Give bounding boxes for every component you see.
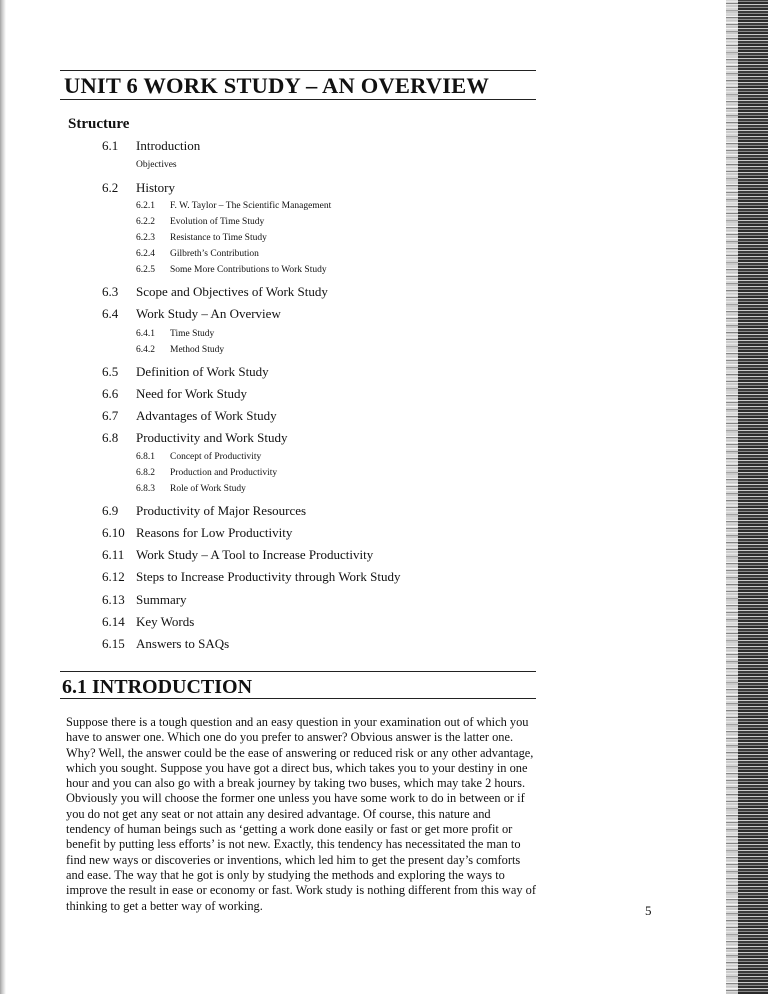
toc-item: 6.12 Steps to Increase Productivity through Work Study	[102, 569, 401, 584]
unit-title: UNIT 6 WORK STUDY – AN OVERVIEW	[64, 73, 490, 98]
page-number: 5	[645, 903, 652, 918]
toc-subitem: 6.4.2 Method Study	[136, 345, 225, 355]
toc-item: 6.15 Answers to SAQs	[102, 636, 230, 651]
toc-subitem: 6.2.4 Gilbreth’s Contribution	[136, 249, 259, 259]
toc-item: 6.11 Work Study – A Tool to Increase Productivity	[102, 547, 374, 562]
toc-item: 6.10 Reasons for Low Productivity	[102, 525, 293, 540]
toc-item: 6.5 Definition of Work Study	[102, 364, 269, 379]
toc-subitem: 6.4.1 Time Study	[136, 329, 215, 339]
section-bottom-rule	[60, 698, 536, 699]
toc-item: 6.6 Need for Work Study	[102, 386, 248, 401]
toc-item: 6.2 History	[102, 180, 175, 195]
toc-subitem: 6.2.2 Evolution of Time Study	[136, 217, 265, 227]
toc-subitem: 6.2.1 F. W. Taylor – The Scientific Management	[136, 201, 332, 211]
toc-item: 6.1 Introduction	[102, 138, 201, 153]
toc-item: 6.3 Scope and Objectives of Work Study	[102, 284, 328, 299]
toc-subitem: 6.8.1 Concept of Productivity	[136, 452, 262, 462]
toc-item: 6.8 Productivity and Work Study	[102, 430, 288, 445]
scan-left-edge	[0, 0, 6, 994]
title-bottom-rule	[60, 99, 536, 100]
scan-right-edge	[726, 0, 768, 994]
toc-item: 6.9 Productivity of Major Resources	[102, 503, 307, 518]
section-top-rule	[60, 671, 536, 672]
toc-subitem: 6.2.3 Resistance to Time Study	[136, 233, 267, 243]
introduction-paragraph: Suppose there is a tough question and an easy question in your examination out of which you have to answer one. Which one do you prefer to answer? Obvious answer is the latter one. Why? Well, the answer could be the ease of answering or reduced risk or any other advantage, which you sought. Suppose you have got a direct bus, which takes you to your destiny in one hour and you can also go with a break journey by taking two buses, which may take 2 hours. Obviously you will choose the former one unless you have some work to do in between or if you do not get any seat or not attain any desired advantage. Of course, this nature and tendency of human beings such as ‘getting a work done easily or fast or get more profit or benefit by putting less efforts’ is not new. Exactly, this tendency has necessitated the man to find new ways or discoveries or inventions, which led him to get the present day’s comforts and ease. The way that he got is only by studying the methods and exploring the ways to improve the result in ease or economy or fast. Work study is nothing different from this way of thinking to get a better way of working.	[66, 715, 536, 913]
title-top-rule	[60, 70, 536, 71]
structure-heading: Structure	[68, 116, 130, 132]
toc-objectives: Objectives	[136, 160, 177, 170]
toc-subitem: 6.2.5 Some More Contributions to Work Study	[136, 265, 327, 275]
toc-item: 6.7 Advantages of Work Study	[102, 408, 277, 423]
toc-subitem: 6.8.2 Production and Productivity	[136, 468, 278, 478]
toc-item: 6.4 Work Study – An Overview	[102, 306, 281, 321]
toc-subitem: 6.8.3 Role of Work Study	[136, 484, 246, 494]
section-title: 6.1 INTRODUCTION	[62, 676, 253, 698]
toc-item: 6.14 Key Words	[102, 614, 195, 629]
toc-item: 6.13 Summary	[102, 592, 187, 607]
